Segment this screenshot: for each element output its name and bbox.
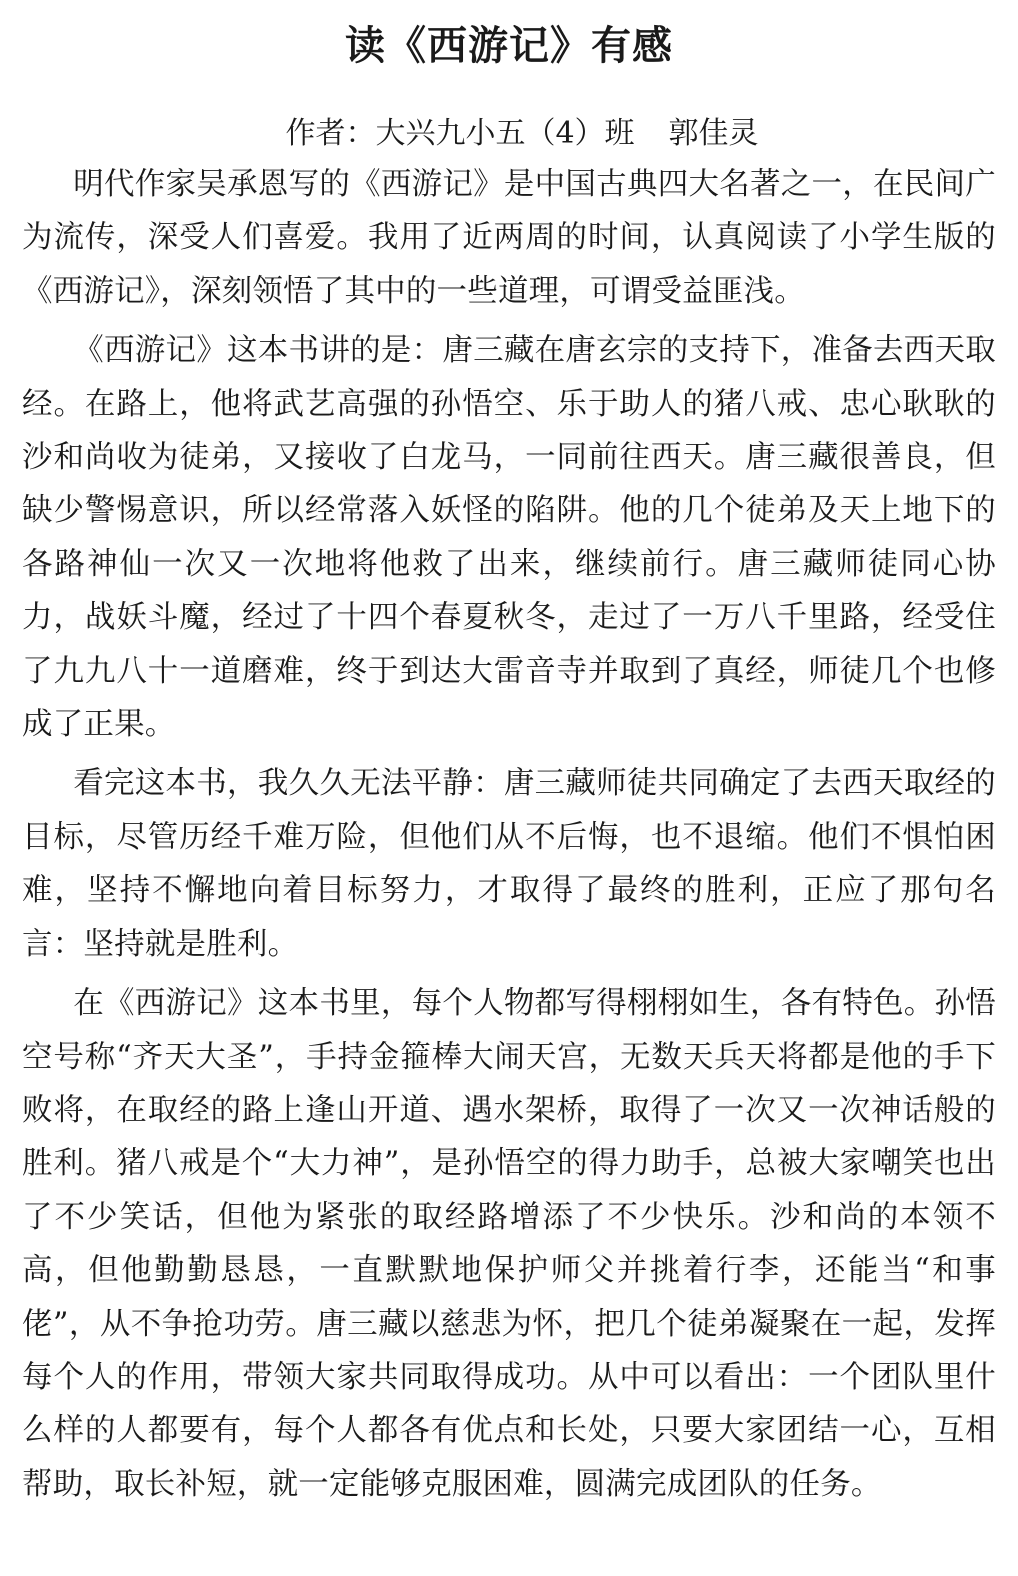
- paragraph-4: 在《西游记》这本书里，每个人物都写得栩栩如生，各有特色。孙悟空号称“齐天大圣”，手持金箍棒大闹天宫，无数天兵天将都是他的手下败将，在取经的路上逢山开道、遇水架桥，取得了一次又一次神话般的胜利。猪八戒是个“大力神”，是孙悟空的得力助手，总被大家嘲笑也出了不少笑话，但他为紧张的取经路增添了不少快乐。沙和尚的本领不高，但他勤勤恳恳，一直默默地保护师父并挑着行李，还能当“和事佬”，从不争抢功劳。唐三藏以慈悲为怀，把几个徒弟凝聚在一起，发挥每个人的作用，带领大家共同取得成功。从中可以看出：一个团队里什么样的人都要有，每个人都各有优点和长处，只要大家团结一心，互相帮助，取长补短，就一定能够克服困难，圆满完成团队的任务。: [22, 986, 996, 1502]
- essay-title: 读《西游记》有感: [345, 23, 673, 69]
- author-name: 郭佳灵: [668, 116, 759, 151]
- author-label: 作者：大兴九小五（4）班: [285, 116, 635, 151]
- author-line: [22, 114, 996, 154]
- paragraph-3: 看完这本书，我久久无法平静：唐三藏师徒共同确定了去西天取经的目标，尽管历经千难万险，但他们从不后悔，也不退缩。他们不惧怕困难，坚持不懈地向着目标努力，才取得了最终的胜利，正应了那句名言：坚持就是胜利。: [22, 766, 996, 962]
- paragraph-2: 《西游记》这本书讲的是：唐三藏在唐玄宗的支持下，准备去西天取经。在路上，他将武艺高强的孙悟空、乐于助人的猪八戒、忠心耿耿的沙和尚收为徒弟，又接收了白龙马，一同前往西天。唐三藏很善良，但缺少警惕意识，所以经常落入妖怪的陷阱。他的几个徒弟及天上地下的各路神仙一次又一次地将他救了出来，继续前行。唐三藏师徒同心协力，战妖斗魔，经过了十四个春夏秋冬，走过了一万八千里路，经受住了九九八十一道磨难，终于到达大雷音寺并取到了真经，师徒几个也修成了正果。: [22, 333, 996, 743]
- paragraph-1: 明代作家吴承恩写的《西游记》是中国古典四大名著之一，在民间广为流传，深受人们喜爱。我用了近两周的时间，认真阅读了小学生版的《西游记》，深刻领悟了其中的一些道理，可谓受益匪浅。: [22, 167, 996, 309]
